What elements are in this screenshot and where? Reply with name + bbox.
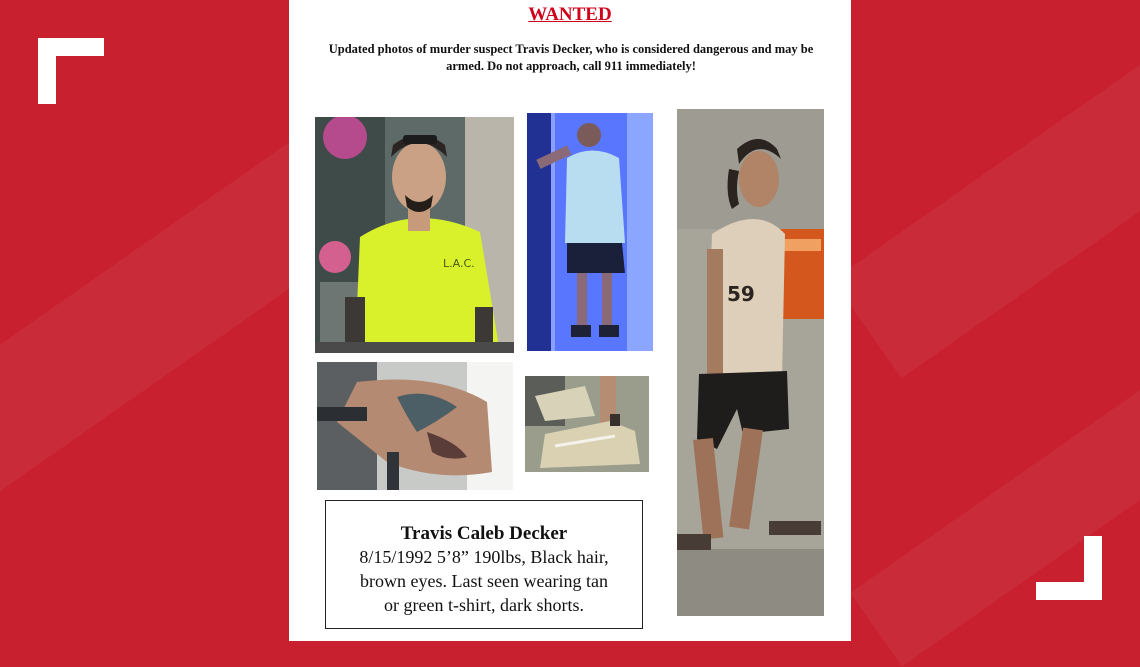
- notice-line-1: Updated photos of murder suspect Travis Decker, who is considered dangerous and may be: [328, 42, 814, 56]
- notice-text: [311, 41, 831, 75]
- suspect-photo-tan-shirt-full-body: [677, 109, 824, 616]
- jersey-number: 59: [727, 282, 755, 306]
- suspect-description-box: [325, 500, 643, 629]
- notice-line-2: armed. Do not approach, call 911 immediately!: [446, 59, 696, 73]
- wanted-heading: WANTED: [528, 4, 612, 25]
- suspect-name: Travis Caleb Decker: [400, 523, 568, 544]
- suspect-description-line-2: brown eyes. Last seen wearing tan: [360, 571, 608, 591]
- suspect-photo-ankle-shoes: [525, 376, 649, 472]
- suspect-photo-arm-tattoo: [317, 362, 513, 490]
- wanted-poster: [289, 0, 851, 641]
- suspect-photo-yellow-shirt: [315, 117, 514, 353]
- shirt-logo-text: L.A.C.: [443, 257, 475, 270]
- suspect-description-line-1: 8/15/1992 5’8” 190lbs, Black hair,: [359, 547, 609, 567]
- background-stripe: [850, 363, 1140, 666]
- suspect-description-line-3: or green t-shirt, dark shorts.: [384, 595, 584, 615]
- background-stripe: [833, 0, 1140, 378]
- suspect-photo-surveillance-blue: [527, 113, 653, 351]
